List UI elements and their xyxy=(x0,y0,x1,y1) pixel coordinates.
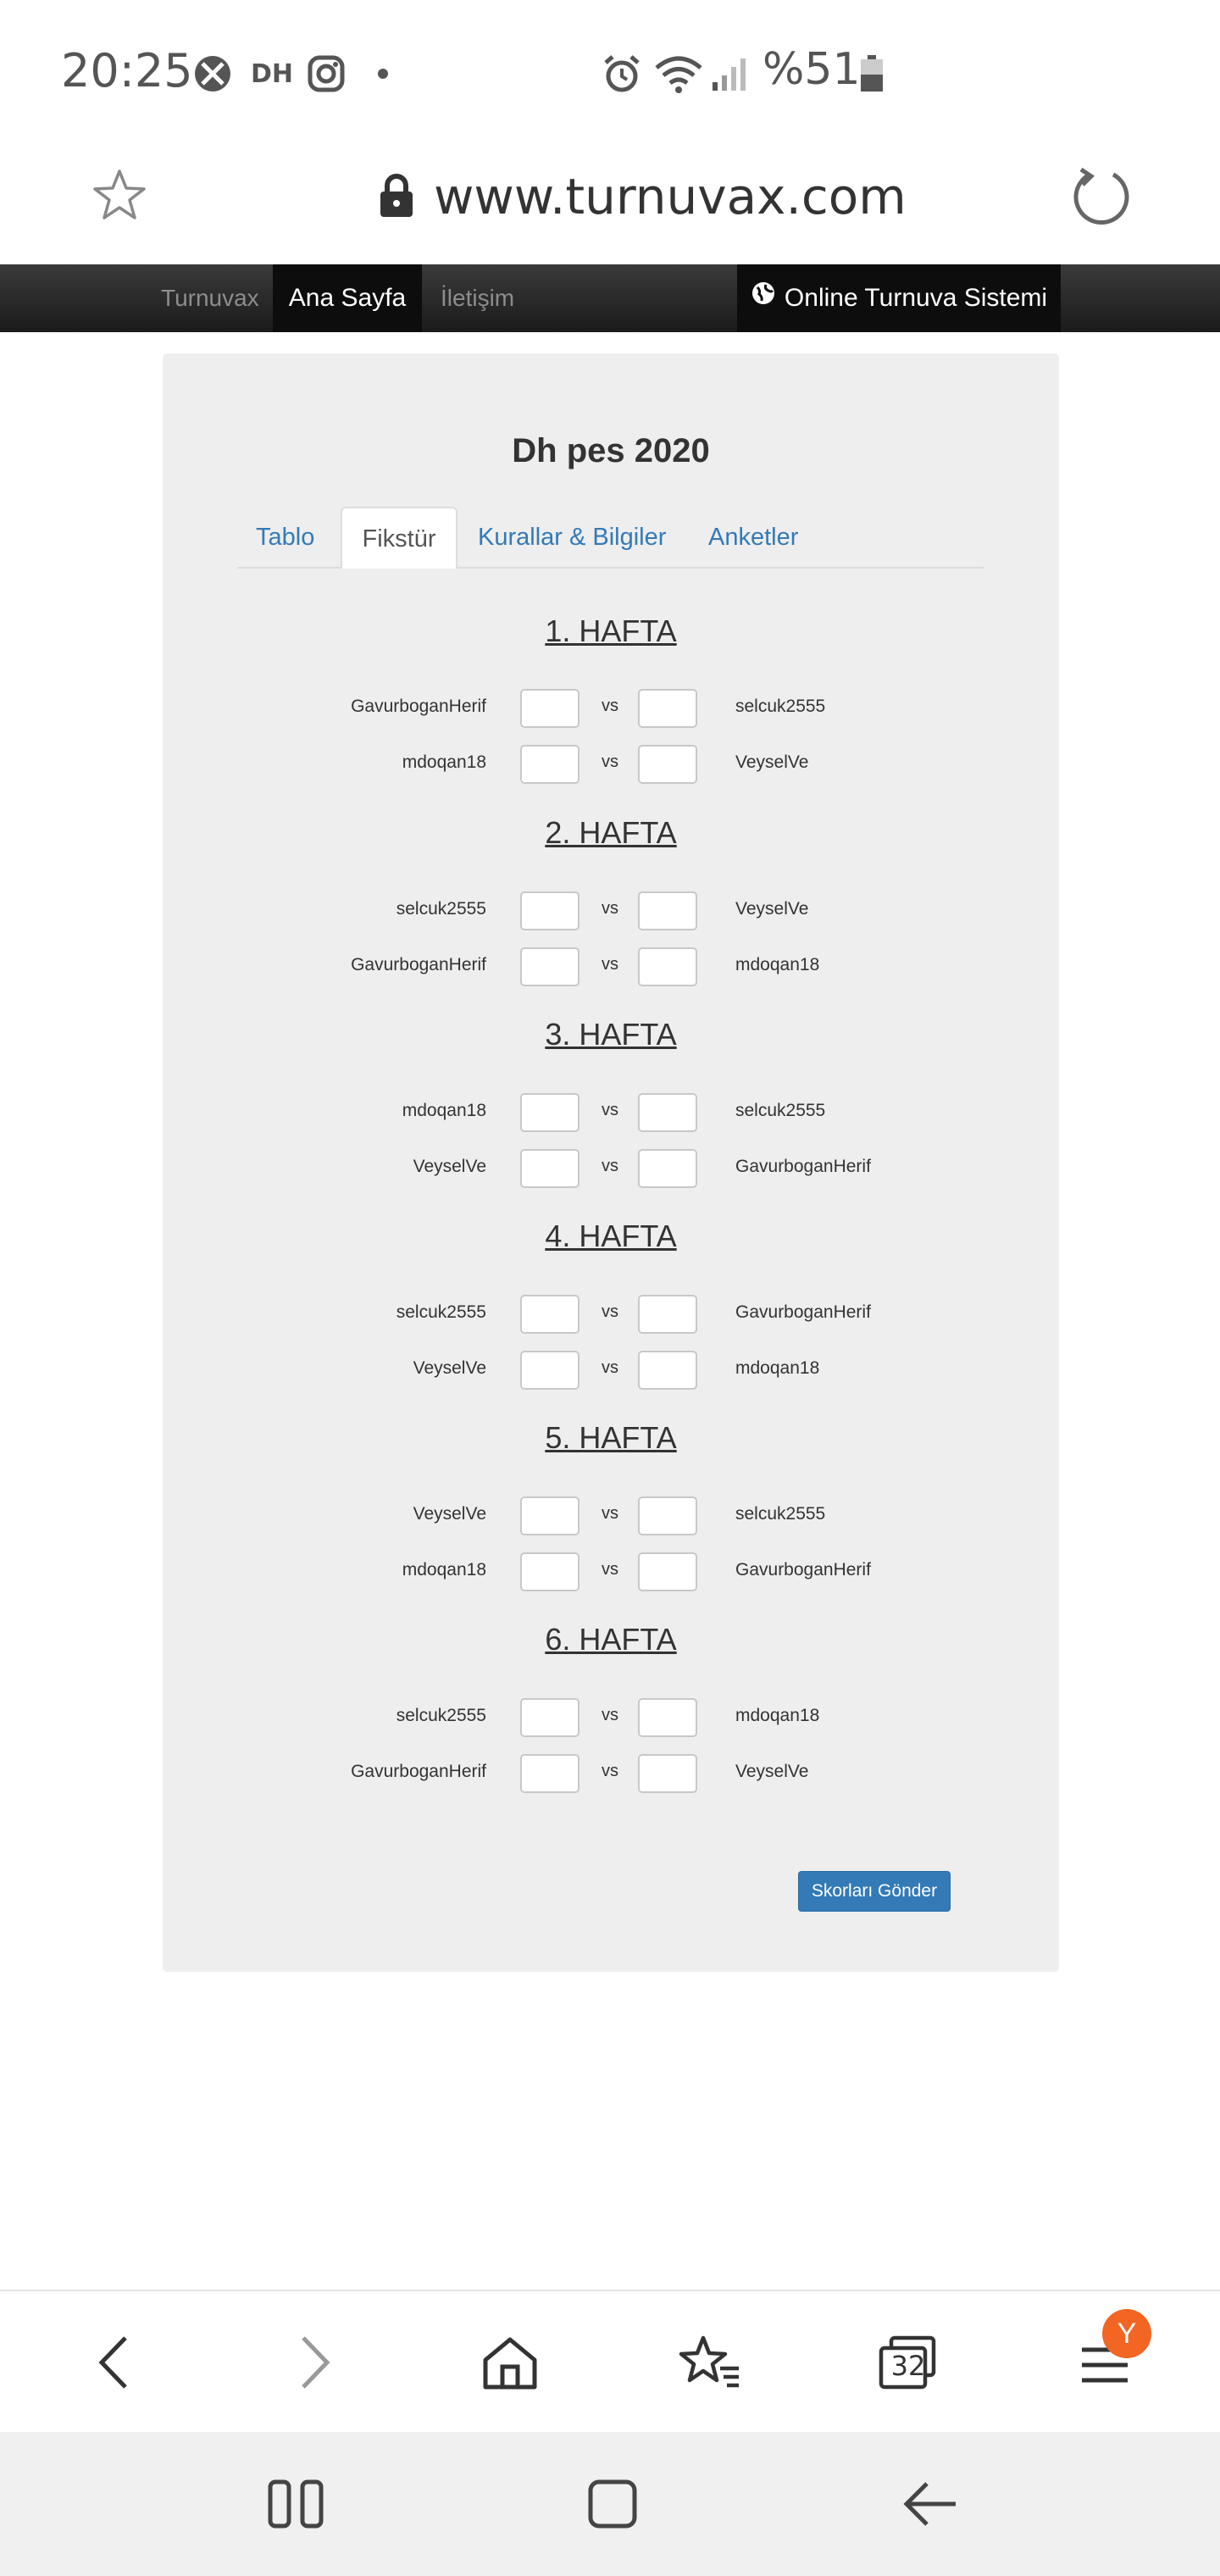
dh-icon: DH xyxy=(250,58,293,89)
alarm-icon xyxy=(598,53,646,95)
home-score-input[interactable] xyxy=(520,1093,580,1132)
nav-online-label: Online Turnuva Sistemi xyxy=(784,284,1048,312)
vs-label: vs xyxy=(602,899,618,918)
home-score-input[interactable] xyxy=(520,1552,580,1591)
wifi-icon xyxy=(652,53,705,95)
vs-label: vs xyxy=(602,1157,618,1175)
away-player: VeyselVe xyxy=(735,899,809,919)
away-score-input[interactable] xyxy=(638,1351,697,1390)
week-heading: 3. HAFTA xyxy=(545,1017,677,1052)
away-score-input[interactable] xyxy=(638,1149,697,1188)
away-player: VeyselVe xyxy=(735,1762,809,1781)
vs-label: vs xyxy=(602,1706,618,1724)
away-player: GavurboganHerif xyxy=(735,1157,871,1176)
week-heading: 2. HAFTA xyxy=(545,815,677,850)
instagram-icon xyxy=(305,53,347,95)
lock-icon xyxy=(378,173,415,219)
home-score-input[interactable] xyxy=(520,891,580,930)
nav-home[interactable]: Ana Sayfa xyxy=(273,264,422,332)
nav-online-system[interactable] xyxy=(737,264,1061,332)
tab-fikstur[interactable]: Fikstür xyxy=(341,507,458,569)
home-player: GavurboganHerif xyxy=(351,955,486,974)
system-home-icon[interactable] xyxy=(566,2457,659,2551)
vs-label: vs xyxy=(602,1101,618,1119)
url-text[interactable]: www.turnuvax.com xyxy=(434,168,907,225)
signal-icon xyxy=(710,53,749,95)
globe-icon xyxy=(751,264,776,332)
tab-tablo[interactable]: Tablo xyxy=(256,524,315,551)
home-score-input[interactable] xyxy=(520,1295,580,1334)
home-player: selcuk2555 xyxy=(396,1706,486,1725)
xbox-icon xyxy=(191,53,234,95)
home-player: GavurboganHerif xyxy=(351,697,486,716)
browser-bottom-bar xyxy=(0,2290,1220,2434)
away-player: mdoqan18 xyxy=(735,1706,820,1725)
away-player: mdoqan18 xyxy=(735,1358,820,1378)
nav-brand[interactable]: Turnuvax xyxy=(161,285,259,311)
home-player: GavurboganHerif xyxy=(351,1762,486,1781)
away-score-input[interactable] xyxy=(638,689,697,728)
vs-label: vs xyxy=(602,1762,618,1780)
home-icon[interactable] xyxy=(469,2322,551,2403)
away-score-input[interactable] xyxy=(638,1093,697,1132)
home-player: mdoqan18 xyxy=(402,1560,486,1579)
submit-scores-button[interactable]: Skorları Gönder xyxy=(798,1871,951,1912)
home-player: selcuk2555 xyxy=(396,899,486,919)
vs-label: vs xyxy=(602,752,618,771)
reload-icon[interactable] xyxy=(1069,163,1134,227)
week-heading: 5. HAFTA xyxy=(545,1420,677,1455)
system-back-icon[interactable] xyxy=(883,2457,976,2551)
away-player: GavurboganHerif xyxy=(735,1560,871,1579)
forward-icon[interactable] xyxy=(273,2322,354,2403)
clock: 20:25 xyxy=(61,44,193,97)
away-score-input[interactable] xyxy=(638,1754,697,1793)
battery-level: %51 xyxy=(762,44,861,95)
home-player: VeyselVe xyxy=(413,1358,486,1378)
home-score-input[interactable] xyxy=(520,947,580,986)
home-score-input[interactable] xyxy=(520,1698,580,1737)
week-heading: 6. HAFTA xyxy=(545,1622,677,1657)
away-player: mdoqan18 xyxy=(735,955,820,974)
home-score-input[interactable] xyxy=(520,1351,580,1390)
bookmark-star-icon[interactable] xyxy=(90,166,149,225)
away-score-input[interactable] xyxy=(638,947,697,986)
away-score-input[interactable] xyxy=(638,1698,697,1737)
dot-icon xyxy=(373,53,393,95)
home-score-input[interactable] xyxy=(520,1754,580,1793)
away-score-input[interactable] xyxy=(638,1496,697,1535)
week-heading: 1. HAFTA xyxy=(545,613,677,648)
away-player: VeyselVe xyxy=(735,752,809,772)
away-player: selcuk2555 xyxy=(735,1504,826,1524)
vs-label: vs xyxy=(602,697,618,715)
home-player: VeyselVe xyxy=(413,1504,486,1524)
recent-apps-icon[interactable] xyxy=(249,2457,342,2551)
tournament-title: Dh pes 2020 xyxy=(512,432,710,469)
tab-kurallar[interactable]: Kurallar & Bilgiler xyxy=(478,524,667,551)
vs-label: vs xyxy=(602,1560,618,1579)
tab-count: 32 xyxy=(890,2350,926,2382)
home-player: mdoqan18 xyxy=(402,1101,486,1120)
away-player: selcuk2555 xyxy=(735,697,826,716)
away-score-input[interactable] xyxy=(638,1552,697,1591)
away-score-input[interactable] xyxy=(638,745,697,784)
home-score-input[interactable] xyxy=(520,1149,580,1188)
vs-label: vs xyxy=(602,1358,618,1377)
home-player: mdoqan18 xyxy=(402,752,486,772)
back-icon[interactable] xyxy=(75,2322,156,2403)
week-heading: 4. HAFTA xyxy=(545,1219,677,1253)
home-player: VeyselVe xyxy=(413,1157,486,1176)
away-score-input[interactable] xyxy=(638,1295,697,1334)
vs-label: vs xyxy=(602,1504,618,1523)
vs-label: vs xyxy=(602,955,618,974)
away-player: selcuk2555 xyxy=(735,1101,826,1120)
profile-badge[interactable]: Y xyxy=(1102,2309,1151,2358)
home-score-input[interactable] xyxy=(520,745,580,784)
home-score-input[interactable] xyxy=(520,689,580,728)
battery-icon xyxy=(856,53,888,95)
tab-anketler[interactable]: Anketler xyxy=(708,524,799,551)
away-score-input[interactable] xyxy=(638,891,697,930)
away-player: GavurboganHerif xyxy=(735,1302,871,1322)
nav-contact[interactable]: İletişim xyxy=(441,285,515,311)
home-player: selcuk2555 xyxy=(396,1302,486,1322)
home-score-input[interactable] xyxy=(520,1496,580,1535)
bookmarks-icon[interactable] xyxy=(669,2322,751,2403)
vs-label: vs xyxy=(602,1302,618,1321)
